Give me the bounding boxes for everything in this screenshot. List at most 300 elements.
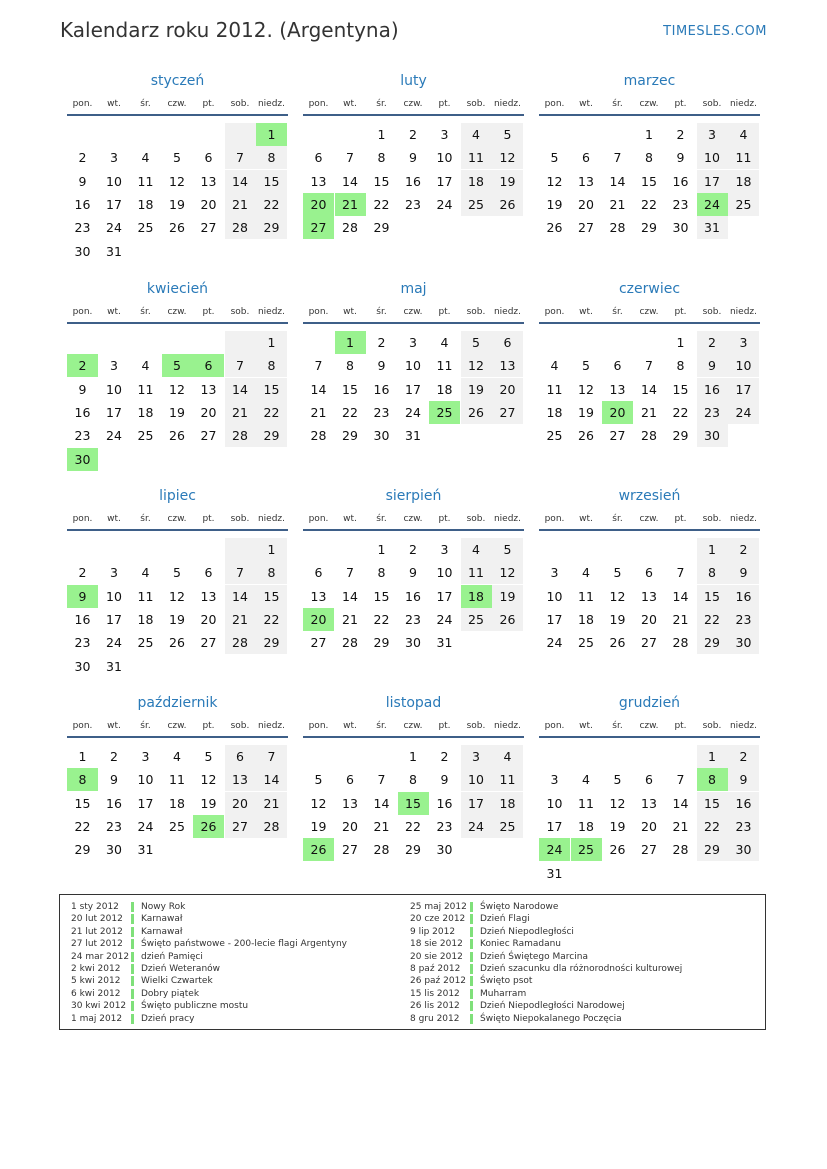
day-cell: 25 xyxy=(169,818,185,834)
day-cell: 3 xyxy=(110,358,118,374)
day-cell: 6 xyxy=(582,150,590,166)
day-cell: 21 xyxy=(256,792,287,815)
day-cell: 10 xyxy=(137,772,154,788)
weekday-label: śr. xyxy=(612,514,623,524)
weekday-label: niedz. xyxy=(257,307,286,317)
day-cell: 30 xyxy=(74,243,91,259)
weekday-label: pt. xyxy=(202,307,215,317)
holiday-marker xyxy=(131,952,134,962)
holiday-day-cell: 27 xyxy=(303,216,334,239)
day-cell: 20 xyxy=(492,378,523,401)
day-cell: 13 xyxy=(310,588,327,604)
holiday-date: 5 kwi 2012 xyxy=(71,976,121,987)
weekday-label: pon. xyxy=(308,721,329,731)
day-cell: 2 xyxy=(409,542,417,557)
weekday-label: śr. xyxy=(376,721,387,731)
day-cell: 16 xyxy=(373,381,390,397)
holiday-day-cell: 20 xyxy=(303,608,334,631)
weekday-label: pon. xyxy=(544,99,565,109)
day-cell: 2 xyxy=(728,538,759,561)
legend-column-right xyxy=(410,901,750,1025)
holiday-marker xyxy=(131,939,134,949)
legend-row xyxy=(410,1000,750,1012)
day-cell: 24 xyxy=(546,635,563,651)
day-cell: 19 xyxy=(609,611,626,627)
day-cell: 11 xyxy=(578,795,594,811)
day-cell: 27 xyxy=(641,635,657,651)
day-cell: 13 xyxy=(609,381,626,397)
day-cell: 26 xyxy=(546,220,563,236)
weekday-label: czw. xyxy=(639,514,659,524)
day-cell: 29 xyxy=(74,842,91,858)
day-cell: 23 xyxy=(74,428,91,444)
holiday-marker xyxy=(470,1014,473,1024)
weekday-label: wt. xyxy=(579,307,593,317)
day-cell: 12 xyxy=(169,381,185,397)
weekday-label: pon. xyxy=(544,514,565,524)
day-cell: 13 xyxy=(200,381,217,397)
weekday-label: pon. xyxy=(308,514,329,524)
day-cell: 3 xyxy=(697,123,728,146)
holiday-marker xyxy=(470,976,473,986)
day-cell: 15 xyxy=(256,378,287,401)
legend-row xyxy=(71,926,411,938)
weekday-label: wt. xyxy=(107,307,121,317)
day-cell: 22 xyxy=(256,401,287,424)
day-cell: 1 xyxy=(409,749,417,764)
day-cell: 1 xyxy=(377,127,386,142)
holiday-day-cell: 25 xyxy=(429,401,460,424)
holiday-date: 30 kwi 2012 xyxy=(71,1001,127,1012)
day-cell: 12 xyxy=(310,795,327,811)
day-cell: 8 xyxy=(346,358,354,374)
day-cell: 3 xyxy=(550,772,559,788)
holiday-day-cell: 8 xyxy=(67,768,98,791)
day-cell: 29 xyxy=(405,842,421,858)
month-name: czerwiec xyxy=(618,281,681,297)
day-cell: 5 xyxy=(492,123,523,146)
day-cell: 17 xyxy=(546,818,563,834)
weekday-label: pt. xyxy=(202,99,215,109)
holiday-marker xyxy=(131,1014,134,1024)
day-cell: 8 xyxy=(256,561,287,584)
brand-link[interactable]: TIMESLES.COM xyxy=(663,24,767,39)
day-cell: 7 xyxy=(225,354,256,377)
weekday-label: wt. xyxy=(579,721,593,731)
day-cell: 18 xyxy=(137,404,154,420)
day-cell: 30 xyxy=(405,635,421,651)
day-cell: 13 xyxy=(641,588,657,604)
day-cell: 7 xyxy=(314,358,323,374)
weekday-label: wt. xyxy=(343,99,357,109)
weekday-label: sob. xyxy=(230,514,250,524)
day-cell: 10 xyxy=(106,173,122,189)
weekday-label: niedz. xyxy=(493,307,522,317)
day-cell: 28 xyxy=(641,428,657,444)
day-cell: 21 xyxy=(641,404,657,420)
weekday-label: wt. xyxy=(107,514,121,524)
weekday-label: niedz. xyxy=(493,514,522,524)
day-cell: 14 xyxy=(310,381,327,397)
day-cell: 8 xyxy=(256,146,287,169)
day-cell: 27 xyxy=(310,635,327,651)
day-cell: 11 xyxy=(137,588,154,604)
day-cell: 24 xyxy=(106,428,122,444)
day-cell: 12 xyxy=(578,381,594,397)
holiday-marker xyxy=(131,976,134,986)
day-cell: 13 xyxy=(225,768,256,791)
holiday-name: Nowy Rok xyxy=(141,902,186,912)
legend-row xyxy=(71,901,411,913)
day-cell: 16 xyxy=(405,173,421,189)
day-cell: 30 xyxy=(373,428,390,444)
day-cell: 21 xyxy=(609,196,626,212)
day-cell: 9 xyxy=(728,768,759,791)
holiday-name: Święto państwowe - 200-lecie flagi Argentyny xyxy=(141,939,347,950)
weekday-label: pon. xyxy=(72,307,93,317)
day-cell: 23 xyxy=(373,404,390,420)
day-cell: 1 xyxy=(645,127,653,142)
day-cell: 11 xyxy=(461,561,492,584)
day-cell: 14 xyxy=(225,170,256,193)
day-cell: 17 xyxy=(728,378,759,401)
day-cell: 20 xyxy=(342,818,358,834)
weekday-label: sob. xyxy=(466,721,486,731)
day-cell: 29 xyxy=(256,424,287,447)
weekday-label: wt. xyxy=(343,307,357,317)
day-cell: 7 xyxy=(676,565,685,581)
day-cell: 24 xyxy=(436,196,453,212)
month-name: styczeń xyxy=(150,73,205,89)
day-cell: 4 xyxy=(550,358,559,374)
holiday-date: 20 lut 2012 xyxy=(71,914,123,925)
holiday-day-cell: 8 xyxy=(697,768,728,791)
day-cell: 31 xyxy=(137,842,154,858)
day-cell: 5 xyxy=(492,538,523,561)
weekday-label: czw. xyxy=(167,721,187,731)
day-cell: 5 xyxy=(204,749,213,764)
day-cell: 7 xyxy=(346,150,354,166)
holiday-marker xyxy=(131,964,134,974)
weekday-label: czw. xyxy=(639,721,659,731)
day-cell: 18 xyxy=(169,795,185,811)
month-name: luty xyxy=(400,73,427,89)
holiday-name: dzień Pamięci xyxy=(141,951,203,962)
weekday-label: śr. xyxy=(376,99,387,109)
day-cell: 12 xyxy=(546,173,563,189)
weekend-empty-cell xyxy=(225,538,256,561)
holiday-name: Wielki Czwartek xyxy=(141,976,213,987)
day-cell: 30 xyxy=(106,842,122,858)
day-cell: 31 xyxy=(106,658,122,674)
day-cell: 17 xyxy=(461,792,492,815)
day-cell: 1 xyxy=(78,749,87,764)
day-cell: 22 xyxy=(74,818,91,834)
day-cell: 18 xyxy=(728,170,759,193)
holiday-day-cell: 1 xyxy=(256,123,287,146)
day-cell: 29 xyxy=(342,428,358,444)
day-cell: 17 xyxy=(436,173,453,189)
day-cell: 15 xyxy=(697,792,728,815)
holiday-date: 8 gru 2012 xyxy=(410,1013,460,1024)
weekday-label: śr. xyxy=(612,99,623,109)
day-cell: 25 xyxy=(137,428,154,444)
day-cell: 16 xyxy=(74,404,91,420)
holiday-marker xyxy=(470,1001,473,1011)
day-cell: 19 xyxy=(200,795,217,811)
day-cell: 8 xyxy=(697,561,728,584)
day-cell: 1 xyxy=(697,538,728,561)
day-cell: 19 xyxy=(492,585,523,608)
weekday-label: pon. xyxy=(544,721,565,731)
day-cell: 28 xyxy=(225,631,256,654)
holiday-marker xyxy=(131,989,134,999)
month-name: marzec xyxy=(623,73,676,89)
weekday-label: czw. xyxy=(403,514,423,524)
day-cell: 26 xyxy=(492,193,523,216)
legend-row xyxy=(410,988,750,1000)
weekday-label: wt. xyxy=(107,99,121,109)
day-cell: 5 xyxy=(582,358,590,374)
day-cell: 16 xyxy=(74,196,91,212)
holiday-day-cell: 2 xyxy=(67,354,98,377)
holiday-date: 18 sie 2012 xyxy=(410,939,463,950)
holiday-date: 6 kwi 2012 xyxy=(71,988,121,999)
day-cell: 28 xyxy=(256,815,287,838)
holiday-date: 2 kwi 2012 xyxy=(71,963,121,974)
day-cell: 22 xyxy=(641,196,657,212)
day-cell: 16 xyxy=(728,585,759,608)
weekday-label: sob. xyxy=(702,307,722,317)
day-cell: 19 xyxy=(578,404,594,420)
day-cell: 16 xyxy=(436,795,453,811)
day-cell: 28 xyxy=(342,635,358,651)
day-cell: 20 xyxy=(200,404,217,420)
day-cell: 8 xyxy=(676,358,685,374)
day-cell: 19 xyxy=(310,818,327,834)
day-cell: 28 xyxy=(672,635,689,651)
day-cell: 26 xyxy=(169,635,185,651)
holiday-day-cell: 15 xyxy=(398,792,429,815)
day-cell: 30 xyxy=(672,220,689,236)
day-cell: 23 xyxy=(405,611,421,627)
day-cell: 12 xyxy=(609,588,626,604)
day-cell: 22 xyxy=(405,818,421,834)
day-cell: 2 xyxy=(78,150,87,166)
day-cell: 7 xyxy=(613,150,622,166)
day-cell: 26 xyxy=(461,401,492,424)
legend-row xyxy=(71,1000,411,1012)
day-cell: 15 xyxy=(256,170,287,193)
holiday-marker xyxy=(470,902,473,912)
day-cell: 26 xyxy=(492,608,523,631)
day-cell: 13 xyxy=(310,173,327,189)
weekend-empty-cell xyxy=(225,331,256,354)
day-cell: 7 xyxy=(225,561,256,584)
day-cell: 26 xyxy=(169,220,185,236)
day-cell: 12 xyxy=(492,561,523,584)
weekday-label: pon. xyxy=(72,721,93,731)
holiday-name: Dzień Flagi xyxy=(480,914,530,925)
day-cell: 19 xyxy=(169,196,185,212)
day-cell: 25 xyxy=(137,635,154,651)
holiday-name: Dzień szacunku dla różnorodności kulturowej xyxy=(480,963,683,974)
weekday-label: śr. xyxy=(140,514,151,524)
day-cell: 24 xyxy=(436,611,453,627)
day-cell: 18 xyxy=(578,611,594,627)
day-cell: 16 xyxy=(405,588,421,604)
day-cell: 29 xyxy=(373,220,390,236)
day-cell: 17 xyxy=(436,588,453,604)
day-cell: 23 xyxy=(74,220,91,236)
weekday-label: niedz. xyxy=(729,514,758,524)
day-cell: 22 xyxy=(256,608,287,631)
day-cell: 4 xyxy=(582,772,590,788)
day-cell: 11 xyxy=(137,173,154,189)
day-cell: 26 xyxy=(578,428,594,444)
month-name: wrzesień xyxy=(618,488,681,504)
weekday-label: śr. xyxy=(376,307,387,317)
day-cell: 11 xyxy=(461,146,492,169)
day-cell: 17 xyxy=(546,611,563,627)
day-cell: 15 xyxy=(256,585,287,608)
holiday-date: 21 lut 2012 xyxy=(71,926,123,937)
day-cell: 25 xyxy=(461,193,492,216)
day-cell: 27 xyxy=(578,220,594,236)
day-cell: 21 xyxy=(342,611,358,627)
holiday-day-cell: 1 xyxy=(335,331,366,354)
month-header-rule xyxy=(539,114,760,116)
day-cell: 27 xyxy=(200,428,217,444)
weekday-label: śr. xyxy=(140,99,151,109)
day-cell: 6 xyxy=(645,565,653,581)
holiday-day-cell: 6 xyxy=(193,354,224,377)
day-cell: 5 xyxy=(173,565,181,581)
day-cell: 5 xyxy=(314,772,323,788)
day-cell: 27 xyxy=(492,401,523,424)
holiday-marker xyxy=(470,964,473,974)
day-cell: 25 xyxy=(578,635,594,651)
day-cell: 2 xyxy=(110,749,118,764)
day-cell: 15 xyxy=(641,173,657,189)
holiday-date: 1 sty 2012 xyxy=(71,902,119,912)
month-header-rule xyxy=(303,736,524,738)
day-cell: 2 xyxy=(409,127,417,142)
weekday-label: niedz. xyxy=(729,721,758,731)
day-cell: 18 xyxy=(546,404,563,420)
holiday-name: Święto publiczne mostu xyxy=(141,1001,249,1012)
day-cell: 23 xyxy=(405,196,421,212)
weekday-label: wt. xyxy=(343,514,357,524)
holiday-name: Święto psot xyxy=(480,976,533,987)
weekday-label: czw. xyxy=(167,514,187,524)
weekday-label: pon. xyxy=(308,307,329,317)
day-cell: 26 xyxy=(169,428,185,444)
day-cell: 9 xyxy=(409,150,417,166)
day-cell: 18 xyxy=(137,611,154,627)
weekday-label: pt. xyxy=(202,721,215,731)
day-cell: 9 xyxy=(110,772,118,788)
day-cell: 21 xyxy=(225,401,256,424)
day-cell: 8 xyxy=(645,150,653,166)
day-cell: 1 xyxy=(697,745,728,768)
holiday-name: Dzień pracy xyxy=(141,1013,195,1024)
day-cell: 24 xyxy=(137,818,154,834)
weekday-label: pt. xyxy=(674,307,687,317)
day-cell: 10 xyxy=(728,354,759,377)
day-cell: 4 xyxy=(141,150,150,166)
holiday-day-cell: 30 xyxy=(67,448,98,471)
day-cell: 25 xyxy=(137,220,154,236)
day-cell: 5 xyxy=(613,772,622,788)
day-cell: 7 xyxy=(346,565,354,581)
day-cell: 4 xyxy=(582,565,590,581)
weekday-label: pt. xyxy=(438,514,451,524)
day-cell: 11 xyxy=(728,146,759,169)
day-cell: 2 xyxy=(78,565,87,581)
day-cell: 2 xyxy=(440,749,449,764)
day-cell: 30 xyxy=(436,842,453,858)
day-cell: 15 xyxy=(697,585,728,608)
day-cell: 5 xyxy=(173,150,181,166)
weekday-label: śr. xyxy=(612,721,623,731)
day-cell: 27 xyxy=(200,635,217,651)
weekday-label: czw. xyxy=(167,99,187,109)
holiday-date: 26 lis 2012 xyxy=(410,1001,460,1012)
weekday-label: czw. xyxy=(403,99,423,109)
day-cell: 10 xyxy=(436,150,453,166)
month-header-rule xyxy=(67,736,288,738)
day-cell: 11 xyxy=(492,768,523,791)
day-cell: 3 xyxy=(141,749,150,764)
holiday-marker xyxy=(131,902,134,912)
day-cell: 30 xyxy=(74,658,91,674)
day-cell: 14 xyxy=(672,795,689,811)
day-cell: 17 xyxy=(106,404,122,420)
day-cell: 9 xyxy=(78,381,87,397)
weekday-label: pon. xyxy=(72,514,93,524)
holiday-date: 15 lis 2012 xyxy=(410,988,460,999)
day-cell: 15 xyxy=(672,381,689,397)
day-cell: 31 xyxy=(546,865,563,881)
day-cell: 23 xyxy=(106,818,122,834)
holiday-date: 25 maj 2012 xyxy=(410,902,467,912)
holiday-marker xyxy=(470,989,473,999)
page-title: Kalendarz roku 2012. (Argentyna) xyxy=(60,18,399,42)
day-cell: 9 xyxy=(409,565,417,581)
weekday-label: pt. xyxy=(674,721,687,731)
day-cell: 11 xyxy=(436,358,453,374)
day-cell: 22 xyxy=(697,815,728,838)
day-cell: 9 xyxy=(676,150,685,166)
day-cell: 6 xyxy=(492,331,523,354)
day-cell: 21 xyxy=(672,611,689,627)
day-cell: 24 xyxy=(728,401,759,424)
weekday-label: niedz. xyxy=(493,721,522,731)
weekday-label: wt. xyxy=(579,99,593,109)
weekday-label: niedz. xyxy=(257,99,286,109)
weekday-label: sob. xyxy=(230,307,250,317)
holiday-name: Święto Narodowe xyxy=(480,902,559,912)
day-cell: 30 xyxy=(728,631,759,654)
day-cell: 28 xyxy=(225,424,256,447)
day-cell: 31 xyxy=(405,428,421,444)
month-name: maj xyxy=(400,281,427,297)
weekday-label: wt. xyxy=(343,721,357,731)
day-cell: 16 xyxy=(672,173,689,189)
day-cell: 6 xyxy=(204,565,213,581)
day-cell: 14 xyxy=(225,585,256,608)
